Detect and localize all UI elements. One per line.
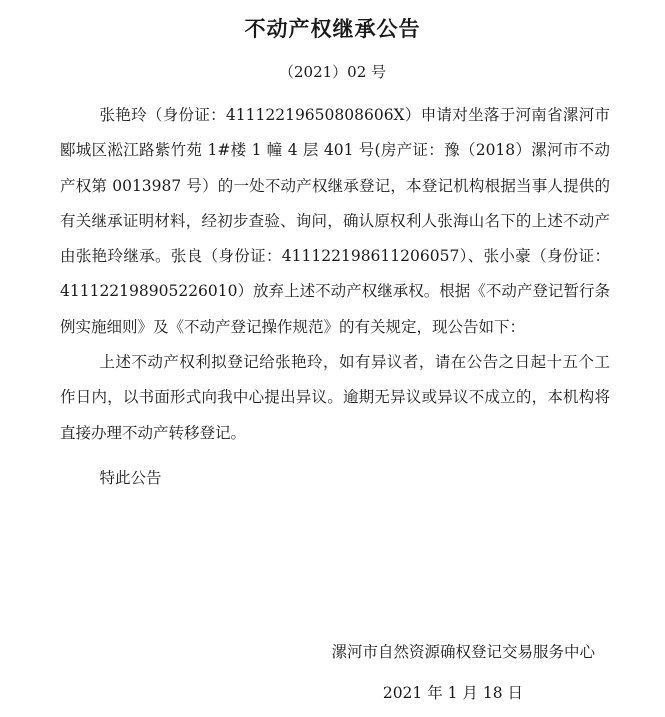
document-number: （2021）02 号 bbox=[278, 63, 387, 81]
notice-body bbox=[60, 98, 610, 493]
issuing-organization: 漯河市自然资源确权登记交易服务中心 bbox=[331, 643, 595, 661]
paragraph-application: 张艳玲（身份证：41112219650808606X）申请对坐落于河南省漯河市郾城区淞江路紫竹苑 1#楼 1 幢 4 层 401 号(房产证：豫（2018）漯河市不动产权第 0013987 号）的一处不动产权继承登记，本登记机构根据当事人提供的有关继承证明材料，经初步查验、询问，确认原权利人张海山名下的上述不动产由张艳玲继承。张良（身份证：411122198611206057）、张小豪（身份证：411122198905226010）放弃上述不动产权继承权。根据《不动产登记暂行条例实施细则》及《不动产登记操作规范》的有关规定，现公告如下： bbox=[60, 106, 610, 336]
issue-date: 2021 年 1 月 18 日 bbox=[382, 684, 523, 702]
notice-title: 不动产权继承公告 bbox=[244, 17, 421, 41]
closing-text: 特此公告 bbox=[99, 468, 162, 487]
paragraph-objection: 上述不动产权利拟登记给张艳玲，如有异议者，请在公告之日起十五个工作日内，以书面形式向我中心提出异议。逾期无异议或异议不成立的，本机构将直接办理不动产转移登记。 bbox=[60, 353, 610, 442]
